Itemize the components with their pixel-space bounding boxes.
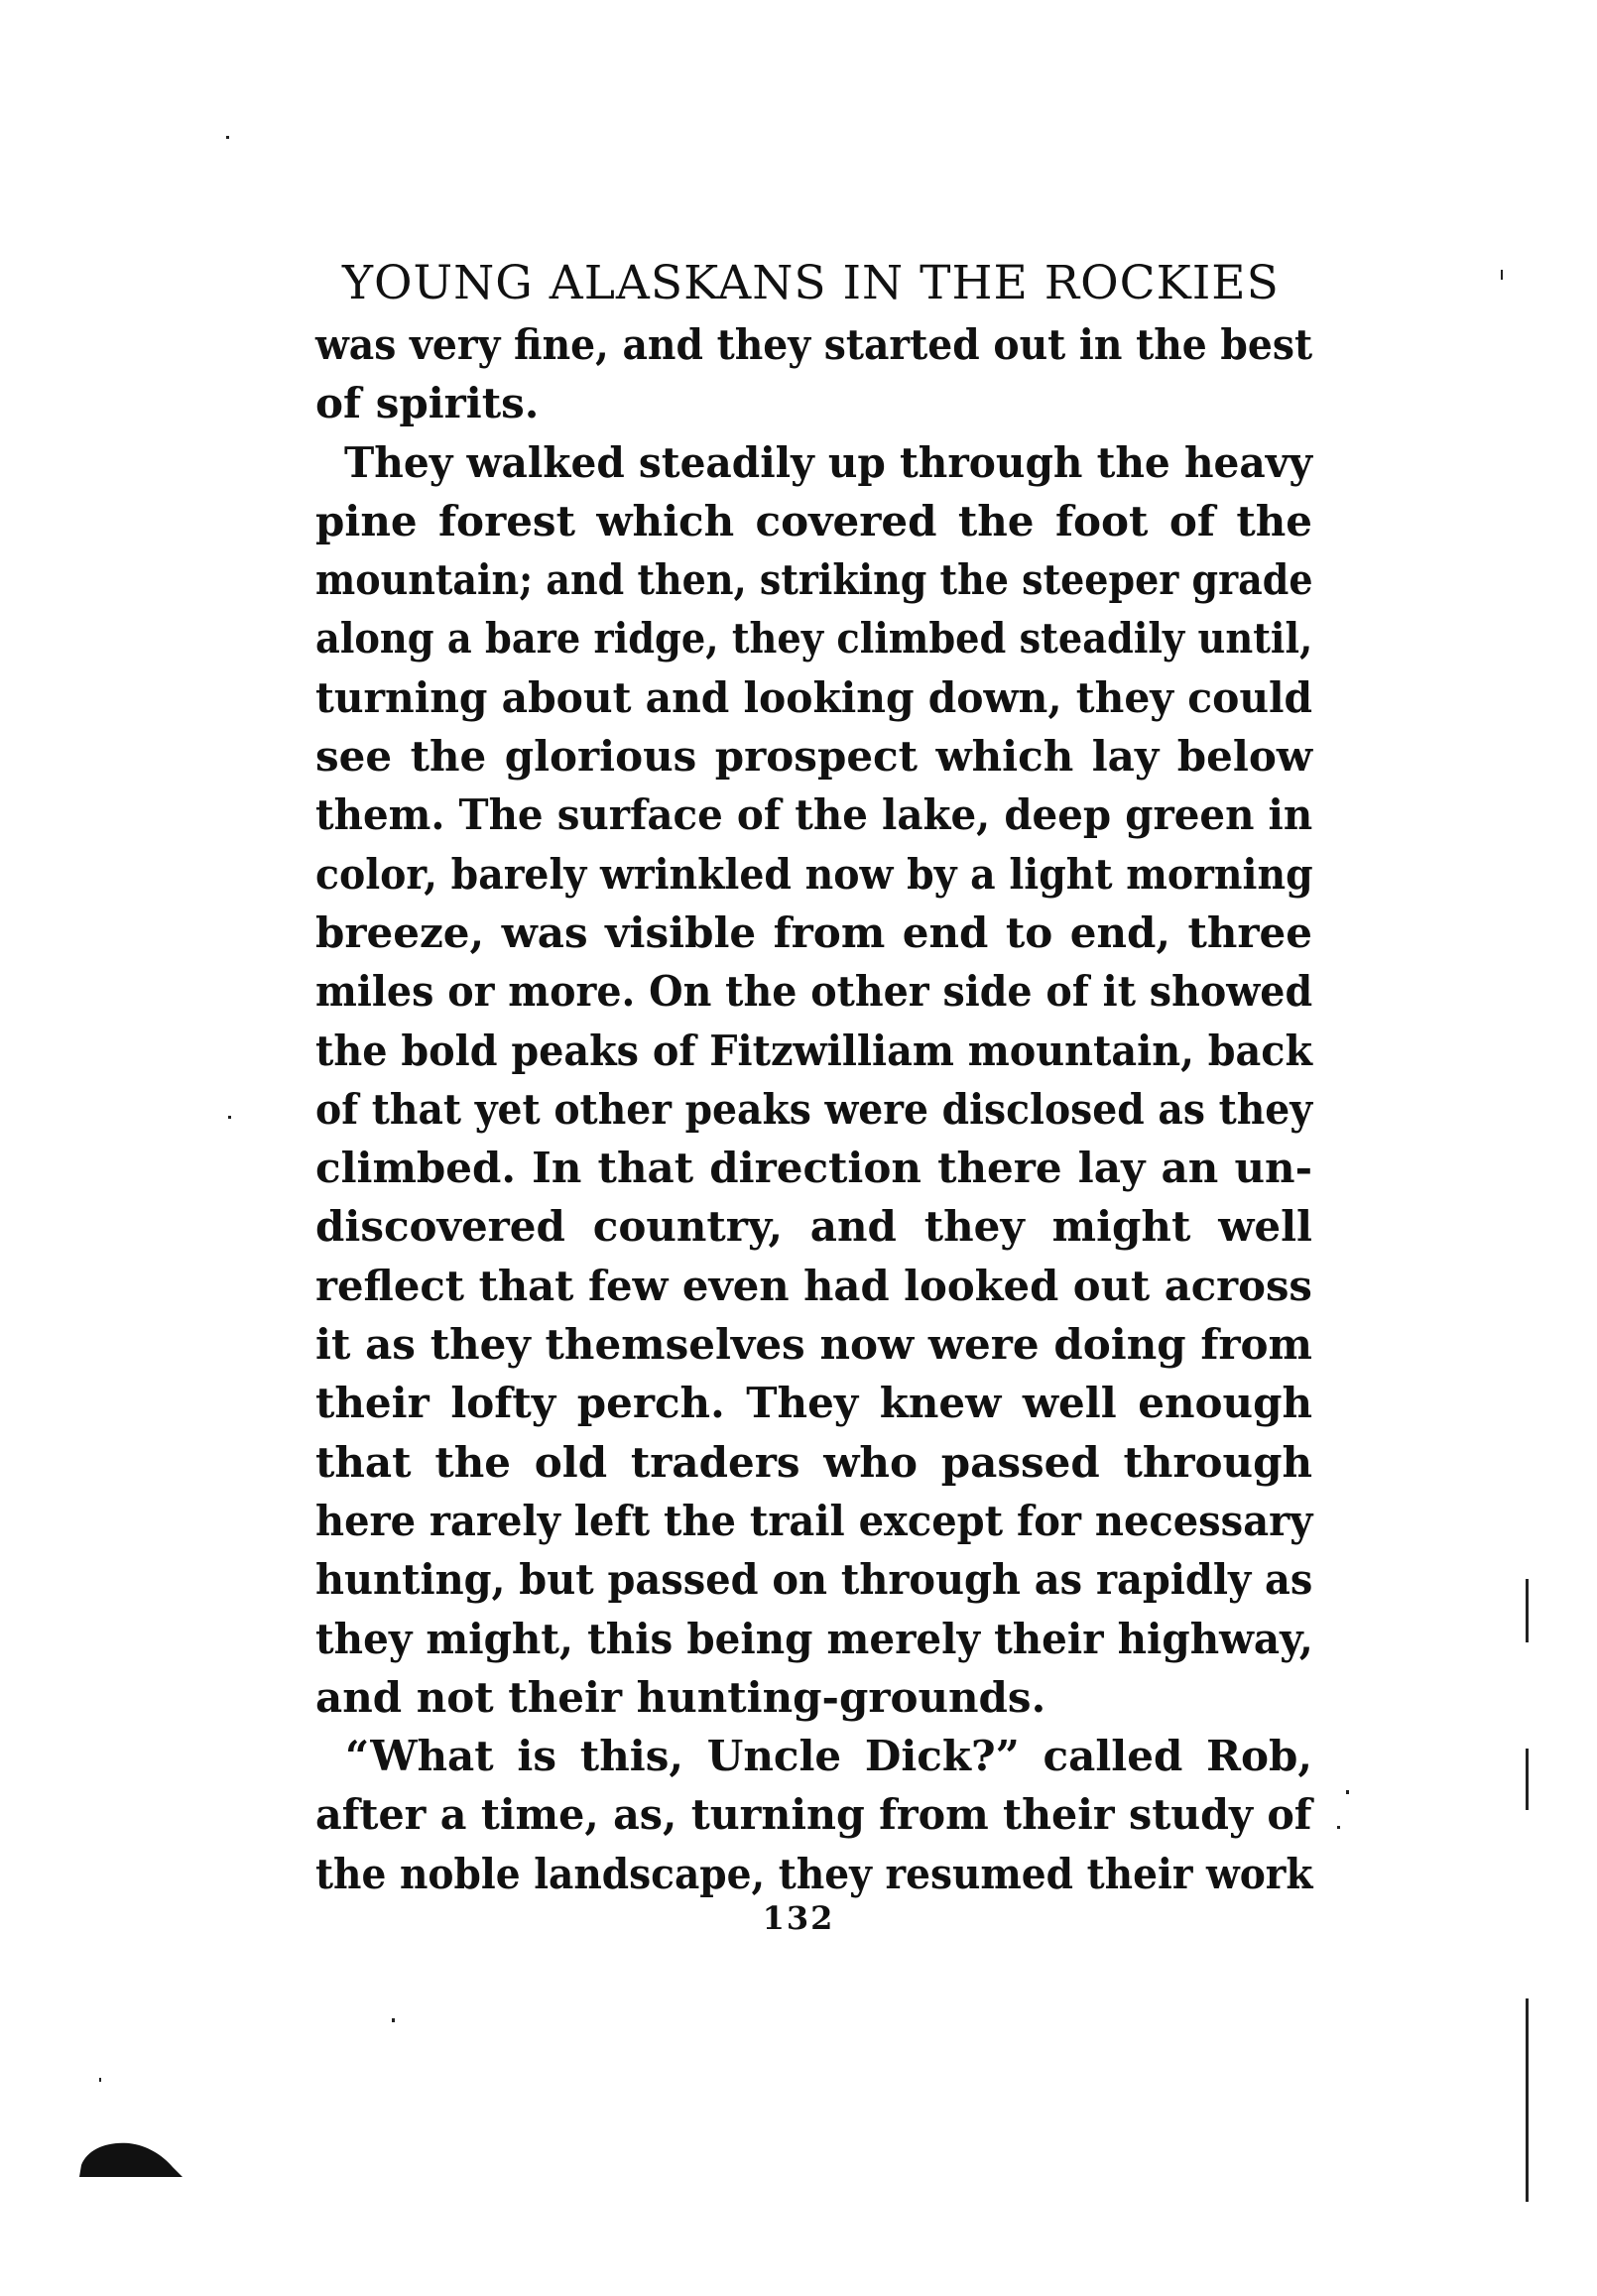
text-line: here rarely left the trail except for necessary: [315, 1496, 1313, 1545]
scan-speck: [392, 2018, 395, 2022]
text-line: after a time, as, turning from their study of: [315, 1790, 1312, 1840]
text-line: color, barely wrinkled now by a light morning: [315, 849, 1313, 899]
text-line: see the glorious prospect which lay below: [315, 732, 1312, 782]
page-number: 132: [762, 1899, 835, 1937]
text-line: them. The surface of the lake, deep green in: [315, 790, 1313, 840]
scan-speck: [1501, 270, 1503, 280]
text-line: discovered country, and they might well: [315, 1202, 1312, 1252]
scan-speck: [99, 2078, 101, 2082]
text-line: miles or more. On the other side of it showed: [315, 967, 1313, 1017]
scan-edge-line: [1526, 1579, 1529, 1642]
text-line: of that yet other peaks were disclosed as they: [315, 1084, 1313, 1134]
text-line: turning about and looking down, they could: [315, 672, 1313, 722]
text-line: of spirits.: [315, 379, 540, 428]
text-line: hunting, but passed on through as rapidly as: [315, 1555, 1313, 1605]
scan-speck: [1346, 1790, 1349, 1794]
scan-edge-line: [1526, 1749, 1529, 1810]
scan-edge-line: [1526, 1998, 1529, 2202]
text-line: was very fine, and they started out in the best: [315, 320, 1313, 369]
text-line: the noble landscape, they resumed their work: [315, 1849, 1313, 1898]
text-line: the bold peaks of Fitzwilliam mountain, back: [315, 1026, 1313, 1075]
text-line: they might, this being merely their highway,: [315, 1614, 1313, 1663]
text-line: mountain; and then, striking the steeper grade: [315, 555, 1313, 605]
text-line: that the old traders who passed through: [315, 1437, 1312, 1487]
text-line: breeze, was visible from end to end, three: [315, 907, 1312, 957]
text-line: it as they themselves now were doing from: [315, 1320, 1312, 1370]
scan-speck: [226, 136, 229, 139]
text-line: “What is this, Uncle Dick?” called Rob,: [345, 1732, 1312, 1781]
text-line: their lofty perch. They knew well enough: [315, 1379, 1312, 1428]
scan-speck: [228, 1116, 231, 1119]
running-head: YOUNG ALASKANS IN THE ROCKIES: [342, 256, 1280, 310]
text-line: climbed. In that direction there lay an un-: [315, 1144, 1312, 1193]
text-line: pine forest which covered the foot of the: [315, 496, 1312, 545]
scan-ink-blot: [77, 2137, 184, 2179]
text-line: and not their hunting-grounds.: [315, 1672, 1046, 1722]
body-text: [315, 315, 1312, 1903]
text-line: reflect that few even had looked out across: [315, 1261, 1312, 1310]
text-line: They walked steadily up through the heavy: [344, 437, 1312, 487]
scan-speck: [1337, 1826, 1340, 1829]
text-line: along a bare ridge, they climbed steadily until,: [315, 614, 1313, 664]
